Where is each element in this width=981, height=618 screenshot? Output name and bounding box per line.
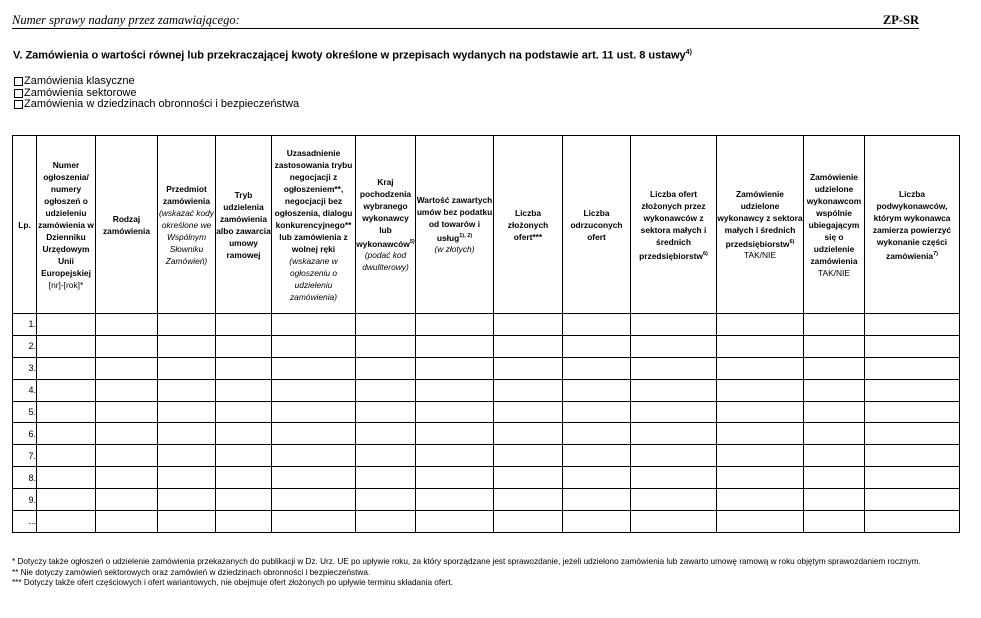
table-row	[13, 335, 960, 357]
footnote-2: ** Nie dotyczy zamówień sektorowych oraz zamówień w dziedzinach obronności i bezpieczeństwa.	[12, 567, 371, 577]
table-cell[interactable]	[804, 314, 865, 336]
table-cell[interactable]	[717, 401, 804, 423]
table-cell[interactable]	[272, 314, 356, 336]
option-label: Zamówienia klasyczne	[24, 75, 135, 87]
case-number-label: Numer sprawy nadany przez zamawiającego:	[12, 13, 240, 27]
table-cell[interactable]	[865, 357, 960, 379]
table-cell[interactable]	[865, 445, 960, 467]
row-number: 7.	[13, 445, 37, 467]
header-i: (w złotych)	[434, 244, 475, 255]
table-cell[interactable]	[494, 511, 563, 533]
table-cell[interactable]	[494, 445, 563, 467]
table-cell[interactable]	[494, 379, 563, 401]
table-cell[interactable]	[96, 379, 158, 401]
table-cell[interactable]	[717, 335, 804, 357]
table-cell[interactable]	[216, 467, 272, 489]
header-b: Liczba ofert złożonych przez wykonawców z sektora małych i średnich przedsiębiorstw	[639, 188, 707, 261]
table-cell[interactable]	[96, 511, 158, 533]
header-sup: 6)	[702, 250, 708, 257]
table-cell[interactable]	[717, 423, 804, 445]
header-b: Zamówienie udzielone wykonawcy z sektora małych i średnich przedsiębiorstw	[717, 188, 803, 249]
table-cell[interactable]	[272, 335, 356, 357]
table-cell[interactable]	[416, 401, 494, 423]
table-cell[interactable]	[563, 357, 631, 379]
table-cell[interactable]	[96, 423, 158, 445]
table-cell[interactable]	[631, 445, 717, 467]
table-cell[interactable]	[272, 445, 356, 467]
table-cell[interactable]	[416, 335, 494, 357]
table-cell[interactable]	[96, 357, 158, 379]
table-cell[interactable]	[356, 335, 416, 357]
table-cell[interactable]	[356, 314, 416, 336]
table-cell[interactable]	[804, 511, 865, 533]
table-cell[interactable]	[631, 401, 717, 423]
table-cell[interactable]	[216, 423, 272, 445]
table-cell[interactable]	[631, 314, 717, 336]
table-cell[interactable]	[494, 335, 563, 357]
table-cell[interactable]	[865, 467, 960, 489]
header-sup: 6)	[789, 238, 795, 245]
section-title-footnote-ref: 4)	[685, 49, 692, 56]
table-cell[interactable]	[272, 423, 356, 445]
table-header-row	[13, 136, 960, 314]
table-cell[interactable]	[717, 379, 804, 401]
table-cell[interactable]	[416, 423, 494, 445]
table-cell[interactable]	[356, 489, 416, 511]
table-cell[interactable]	[563, 489, 631, 511]
header-i: (wskazane w ogłoszeniu o udzieleniu zamówienia)	[289, 255, 338, 302]
option-label: Zamówienia w dziedzinach obronności i bezpieczeństwa	[24, 98, 300, 110]
table-cell[interactable]	[416, 467, 494, 489]
header-b: Liczba odrzuconych ofert	[570, 207, 623, 242]
option-classic[interactable]	[14, 76, 299, 88]
table-cell[interactable]	[804, 357, 865, 379]
table-cell[interactable]	[717, 314, 804, 336]
table-cell[interactable]	[356, 357, 416, 379]
table-cell[interactable]	[37, 511, 96, 533]
column-header	[804, 136, 865, 314]
table-cell[interactable]	[272, 489, 356, 511]
table-cell[interactable]	[96, 401, 158, 423]
table-cell[interactable]	[158, 314, 216, 336]
form-code: ZP-SR	[882, 13, 919, 27]
column-header	[37, 136, 96, 314]
table-cell[interactable]	[631, 357, 717, 379]
table-cell[interactable]	[416, 379, 494, 401]
table-cell[interactable]	[356, 467, 416, 489]
header-b: Przedmiot zamówienia	[162, 183, 210, 206]
header-sup: 7)	[933, 250, 938, 257]
table-cell[interactable]	[804, 379, 865, 401]
table-cell[interactable]	[216, 314, 272, 336]
header-i: (wskazać kody określone we Wspólnym Słowniku Zamówień)	[159, 207, 214, 266]
table-cell[interactable]	[631, 335, 717, 357]
header-b: Uzasadnienie zastosowania trybu negocjacji z ogłoszeniem**, negocjacji bez ogłoszenia, dialogu konkurencyjnego** lub zamówienia z wolnej ręki	[274, 147, 353, 254]
table-cell[interactable]	[416, 489, 494, 511]
table-cell[interactable]	[865, 423, 960, 445]
table-cell[interactable]	[216, 357, 272, 379]
table-cell[interactable]	[563, 401, 631, 423]
table-cell[interactable]	[717, 467, 804, 489]
procurement-type-options	[14, 76, 299, 111]
section-title	[13, 49, 692, 62]
table-cell[interactable]	[37, 423, 96, 445]
table-cell[interactable]	[216, 379, 272, 401]
row-number: 3.	[13, 357, 37, 379]
table-cell[interactable]	[272, 379, 356, 401]
row-number: 5.	[13, 401, 37, 423]
column-header	[356, 136, 416, 314]
column-header	[717, 136, 804, 314]
column-header	[96, 136, 158, 314]
table-cell[interactable]	[37, 489, 96, 511]
table-cell[interactable]	[494, 467, 563, 489]
table-cell[interactable]	[272, 467, 356, 489]
table-cell[interactable]	[158, 401, 216, 423]
header-b: Tryb udzielenia zamówienia albo zawarcia umowy ramowej	[216, 189, 271, 260]
table-cell[interactable]	[865, 401, 960, 423]
table-cell[interactable]	[96, 489, 158, 511]
table-cell[interactable]	[96, 335, 158, 357]
table-cell[interactable]	[416, 445, 494, 467]
header-b: Rodzaj zamówienia	[102, 213, 150, 236]
footnotes	[12, 557, 921, 589]
row-number: 8.	[13, 467, 37, 489]
option-label: Zamówienia sektorowe	[24, 86, 137, 99]
table-cell[interactable]	[804, 423, 865, 445]
table-cell[interactable]	[717, 489, 804, 511]
table-cell[interactable]	[865, 379, 960, 401]
header-sup: 5)	[409, 238, 415, 245]
table-row	[13, 489, 960, 511]
table-cell[interactable]	[631, 423, 717, 445]
table-cell[interactable]	[804, 489, 865, 511]
table-cell[interactable]	[563, 467, 631, 489]
table-cell[interactable]	[158, 445, 216, 467]
table-cell[interactable]	[37, 445, 96, 467]
table-cell[interactable]	[494, 489, 563, 511]
checkbox[interactable]	[14, 89, 23, 98]
table-cell[interactable]	[272, 401, 356, 423]
table-cell[interactable]	[37, 357, 96, 379]
row-number: 9.	[13, 489, 37, 511]
footnote-3: *** Dotyczy także ofert częściowych i ofert wariantowych, nie obejmuje ofert złożonych po upływie terminu składania ofert.	[12, 578, 453, 587]
table-cell[interactable]	[216, 401, 272, 423]
table-cell[interactable]	[494, 357, 563, 379]
table-cell[interactable]	[96, 445, 158, 467]
contracts-table	[12, 135, 960, 533]
table-cell[interactable]	[158, 489, 216, 511]
table-cell[interactable]	[37, 314, 96, 336]
column-header	[631, 136, 717, 314]
table-row	[13, 314, 960, 336]
table-cell[interactable]	[216, 489, 272, 511]
table-cell[interactable]	[631, 379, 717, 401]
table-cell[interactable]	[563, 445, 631, 467]
table-cell[interactable]	[216, 511, 272, 533]
row-number: 6.	[13, 423, 37, 445]
table-cell[interactable]	[216, 335, 272, 357]
table-cell[interactable]	[865, 335, 960, 357]
table-cell[interactable]	[158, 379, 216, 401]
table-row	[13, 445, 960, 467]
table-cell[interactable]	[37, 467, 96, 489]
section-title-text: V. Zamówienia o wartości równej lub przekraczającej kwoty określone w przepisach wydanych na podstawie art. 11 ust. 8 ustawy	[13, 49, 686, 62]
table-cell[interactable]	[631, 489, 717, 511]
option-defence-security[interactable]	[14, 99, 299, 111]
header-sup: 1), 2)	[459, 232, 473, 239]
table-row	[13, 511, 960, 533]
table-cell[interactable]	[563, 511, 631, 533]
table-cell[interactable]	[804, 445, 865, 467]
table-cell[interactable]	[96, 314, 158, 336]
table-cell[interactable]	[717, 445, 804, 467]
table-cell[interactable]	[158, 467, 216, 489]
column-header	[865, 136, 960, 314]
table-cell[interactable]	[865, 511, 960, 533]
table-cell[interactable]	[563, 379, 631, 401]
table-cell[interactable]	[37, 335, 96, 357]
table-row	[13, 423, 960, 445]
header-b: Kraj pochodzenia wybranego wykonawcy lub wykonawców	[356, 176, 412, 249]
table-cell[interactable]	[804, 401, 865, 423]
header-i: (podać kod dwuliterowy)	[362, 250, 409, 273]
column-header	[416, 136, 494, 314]
column-header	[158, 136, 216, 314]
table-cell[interactable]	[631, 511, 717, 533]
table-cell[interactable]	[158, 423, 216, 445]
row-number: 2.	[13, 335, 37, 357]
table-cell[interactable]	[631, 467, 717, 489]
table-cell[interactable]	[804, 335, 865, 357]
checkbox[interactable]	[14, 77, 23, 86]
header-b: Liczba podwykonawców, którym wykonawca zamierza powierzyć wykonanie części zamówienia	[872, 188, 952, 261]
table-cell[interactable]	[804, 467, 865, 489]
table-cell[interactable]	[158, 335, 216, 357]
header-b: Lp.	[18, 219, 31, 230]
table-row	[13, 467, 960, 489]
table-cell[interactable]	[158, 511, 216, 533]
table-cell[interactable]	[272, 511, 356, 533]
table-cell[interactable]	[356, 379, 416, 401]
table-cell[interactable]	[272, 357, 356, 379]
column-header	[272, 136, 356, 314]
table-row	[13, 401, 960, 423]
document-header	[12, 12, 919, 29]
table-cell[interactable]	[563, 335, 631, 357]
table-cell[interactable]	[416, 314, 494, 336]
header-n: [nr]-[rok]*	[48, 279, 84, 290]
table-cell[interactable]	[416, 357, 494, 379]
table-cell[interactable]	[96, 467, 158, 489]
row-number: 1.	[13, 314, 37, 336]
footnote-1: * Dotyczy także ogłoszeń o udzielenie zamówienia przekazanych do publikacji w Dz. Urz. UE po upływie roku, za który sporządzane jest sprawozdanie, jeżeli udzielono zamówienia lub zawarto umowę ramową w roku objętym sprawozdaniem rocznym.	[12, 557, 921, 566]
table-cell[interactable]	[158, 357, 216, 379]
header-b: Wartość zawartych umów bez podatku od towarów i usług	[416, 194, 493, 243]
row-number: 4.	[13, 379, 37, 401]
table-cell[interactable]	[494, 314, 563, 336]
table-cell[interactable]	[865, 314, 960, 336]
table-cell[interactable]	[416, 511, 494, 533]
checkbox[interactable]	[14, 100, 23, 109]
table-cell[interactable]	[494, 423, 563, 445]
table-cell[interactable]	[37, 401, 96, 423]
table-cell[interactable]	[494, 401, 563, 423]
table-row	[13, 357, 960, 379]
column-header	[563, 136, 631, 314]
column-header	[216, 136, 272, 314]
header-b: Zamówienie udzielone wykonawcom wspólnie ubiegającym się o udzielenie zamówienia	[806, 171, 862, 266]
header-b: Numer ogłoszenia/ numery ogłoszeń o udzieleniu zamówienia w Dzienniku Urzędowym Unii Europejskiej	[38, 159, 94, 278]
table-cell[interactable]	[356, 445, 416, 467]
header-n: TAK/NIE	[818, 267, 850, 278]
table-row	[13, 379, 960, 401]
table-cell[interactable]	[37, 379, 96, 401]
table-cell[interactable]	[216, 445, 272, 467]
row-number: ...	[13, 511, 37, 533]
table-cell[interactable]	[865, 489, 960, 511]
table-cell[interactable]	[717, 511, 804, 533]
table-cell[interactable]	[356, 401, 416, 423]
column-header	[13, 136, 37, 314]
column-header	[494, 136, 563, 314]
table-cell[interactable]	[563, 314, 631, 336]
table-cell[interactable]	[356, 423, 416, 445]
table-cell[interactable]	[356, 511, 416, 533]
table-cell[interactable]	[563, 423, 631, 445]
header-b: Liczba złożonych ofert***	[507, 207, 549, 242]
header-n: TAK/NIE	[744, 250, 776, 261]
table-cell[interactable]	[717, 357, 804, 379]
